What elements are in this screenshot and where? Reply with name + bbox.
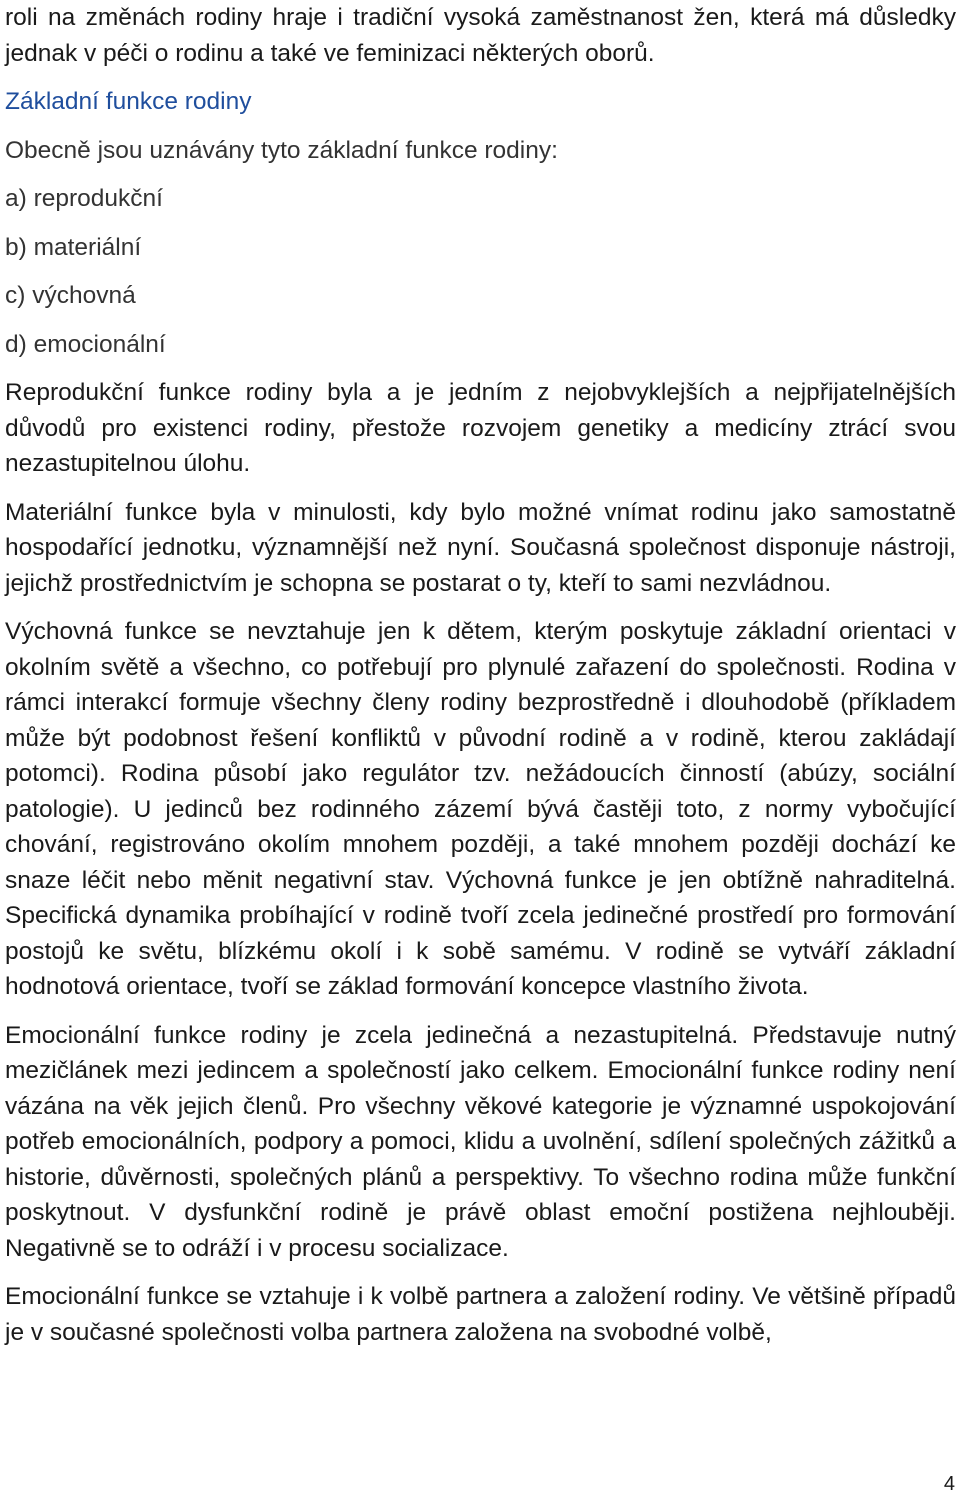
paragraph-educational: Výchovná funkce se nevztahuje jen k dětem, kterým poskytuje základní orientaci v okolním světě a všechno, co potřebují pro plynulé zařazení do společnosti. Rodina v rámci interakcí formuje všechny členy rodiny bezprostředně i dlouhodobě (příkladem může být podobnost řešení konfliktů v původní rodině a v rodině, kterou zakládají potomci). Rodina působí jako regulátor tzv. nežádoucích činností (abúzy, sociální patologie). U jedinců bez rodinného zázemí bývá častěji toto, z normy vybočující chování, registrováno okolím mnohem později, a také mnohem později dochází ke snaze léčit nebo měnit negativní stav. Výchovná funkce je jen obtížně nahraditelná. Specifická dynamika probíhající v rodině tvoří zcela jedinečné prostředí pro formování postojů ke světu, blízkému okolí i k sobě samému. V rodině se vytváří základní hodnotová orientace, tvoří se základ formování koncepce vlastního života.: [5, 618, 956, 1000]
function-item-educational: c) výchovná: [5, 282, 136, 309]
lead-sentence: Obecně jsou uznávány tyto základní funkce rodiny:: [5, 136, 558, 164]
page-number: 4: [943, 1473, 955, 1495]
function-item-emotional: d) emocionální: [5, 330, 166, 358]
paragraph-reproductive: Reprodukční funkce rodiny byla a je jedním z nejobvyklejších a nejpřijatelnějších důvodů pro existenci rodiny, přestože rozvojem genetiky a medicíny ztrácí svou nezastupitelnou úlohu.: [5, 379, 956, 477]
paragraph-partner-choice: Emocionální funkce se vztahuje i k volbě partnera a založení rodiny. Ve většině případů je v současné společnosti volba partnera založena na svobodné volbě,: [5, 1283, 956, 1346]
paragraph-material: Materiální funkce byla v minulosti, kdy bylo možné vnímat rodinu jako samostatně hospodařící jednotku, významnější než nyní. Současná společnost disponuje nástroji, jejichž prostřednictvím je schopna se postarat o ty, kteří to sami nezvládnou.: [5, 498, 956, 597]
function-item-reproductive: a) reprodukční: [5, 185, 163, 212]
paragraph-emotional: Emocionální funkce rodiny je zcela jedinečná a nezastupitelná. Představuje nutný mezičlánek mezi jedincem a společností jako celkem. Emocionální funkce rodiny není vázána na věk jejich členů. Pro všechny věkové kategorie je významné uspokojování potřeb emocionálních, podpory a pomoci, klidu a uvolnění, sdílení společných zážitků a historie, důvěrnosti, společných plánů a perspektivy. To všechno rodina může funkční poskytnout. V dysfunkční rodině je právě oblast emoční postižena nejhlouběji. Negativně se to odráží i v procesu socializace.: [5, 1021, 956, 1262]
document-page: [5, 0, 956, 1350]
intro-paragraph: roli na změnách rodiny hraje i tradiční vysoká zaměstnanost žen, která má důsledky jednak v péči o rodinu a také ve feminizaci některých oborů.: [5, 4, 956, 67]
function-item-material: b) materiální: [5, 233, 142, 261]
section-heading: Základní funkce rodiny: [5, 88, 252, 115]
